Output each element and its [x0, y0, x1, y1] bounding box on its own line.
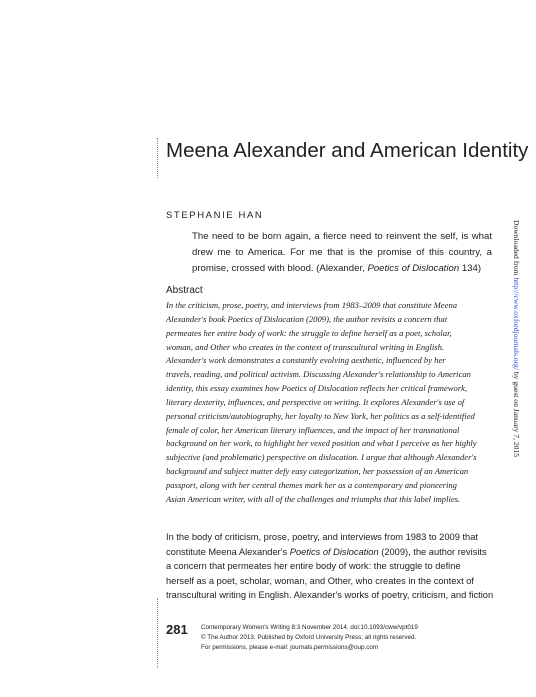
abstract-line: identity, this essay examines how Poetics of Dislocation reflects her critical framework,	[166, 383, 468, 394]
body-line: a concern that permeates her entire body of work: the struggle to define	[166, 561, 461, 572]
footer-permissions-line: For permissions, please e-mail: journals.permissions@oup.com	[201, 644, 379, 651]
journal-link[interactable]: http://cww.oxfordjournals.org/	[512, 277, 521, 370]
epigraph-line: drew me to America. For me that is the promise of this country, a	[192, 247, 492, 258]
epigraph-line: The need to be born again, a fierce need to reinvent the self, is what	[192, 231, 492, 242]
epigraph-book-title: Poetics of Dislocation	[367, 263, 460, 274]
body-line: transcultural writing in English. Alexander's works of poetry, criticism, and fiction	[166, 590, 494, 601]
article-author: STEPHANIE HAN	[166, 210, 264, 221]
title-margin-rule	[157, 138, 158, 178]
abstract-line: Alexander's work demonstrates a constantly evolving aesthetic, influenced by her	[166, 355, 446, 366]
abstract-body	[166, 299, 498, 507]
abstract-line: background and subject matter defy easy categorization, her possession of an American	[166, 466, 469, 477]
abstract-line: woman, and Other who creates in the context of transcultural writing in English.	[166, 341, 445, 352]
abstract-heading: Abstract	[166, 285, 203, 296]
body-line: In the body of criticism, prose, poetry, and interviews from 1983 to 2009 that	[166, 532, 478, 542]
body-line	[166, 545, 501, 560]
epigraph	[192, 229, 492, 277]
download-watermark	[512, 220, 521, 457]
download-prefix: Downloaded from	[512, 220, 521, 278]
abstract-line: background on her work, to highlight her vexed position and what I perceive as her highly	[166, 438, 477, 449]
abstract-line: personal criticism/autobiography, her loyalty to New York, her politics as a self-identified	[166, 410, 475, 421]
abstract-line: female of color, her American literary influences, and the impact of her transnational	[166, 424, 460, 435]
body-line: herself as a poet, scholar, woman, and Other, who creates in the context of	[166, 575, 475, 586]
download-suffix: by guest on January 7, 2015	[512, 369, 521, 458]
epigraph-line	[192, 261, 492, 277]
body-book-title: Poetics of Dislocation	[289, 546, 379, 557]
article-title: Meena Alexander and American Identity	[166, 139, 529, 162]
epigraph-text: 134)	[459, 263, 482, 274]
epigraph-text: promise, crossed with blood. (Alexander,	[192, 263, 368, 274]
abstract-line: permeates her entire body of work: the struggle to define herself as a poet, scholar,	[166, 327, 452, 338]
body-text: (2009), the author revisits	[378, 546, 487, 557]
publication-footer	[201, 623, 501, 653]
page-number: 281	[166, 622, 188, 637]
abstract-line: Asian American writer, with all of the challenges and triumphs that this label implies.	[166, 493, 461, 504]
abstract-line: literary dexterity, influences, and perspective on writing. It explores Alexander's use of	[166, 396, 465, 407]
footer-journal-line: Contemporary Women's Writing 8:3 November 2014. doi:10.1093/cww/vpt019	[201, 624, 418, 631]
body-paragraph	[166, 530, 501, 603]
abstract-line: Alexander's book Poetics of Dislocation (2009), the author revisits a concern that	[166, 313, 448, 324]
abstract-line: passport, along with her central themes mark her as a contemporary and pioneering	[166, 479, 457, 490]
footer-margin-rule	[157, 598, 158, 668]
abstract-line: travels, reading, and political activism. Discussing Alexander's relationship to American	[166, 369, 471, 380]
abstract-line: subjective (and problematic) perspective on dislocation. I argue that although Alexander's	[166, 452, 477, 463]
body-text: constitute Meena Alexander's	[166, 546, 290, 557]
footer-copyright-line: © The Author 2013. Published by Oxford University Press; all rights reserved.	[201, 634, 417, 641]
abstract-line: In the criticism, prose, poetry, and interviews from 1983–2009 that constitute Meena	[166, 300, 458, 310]
